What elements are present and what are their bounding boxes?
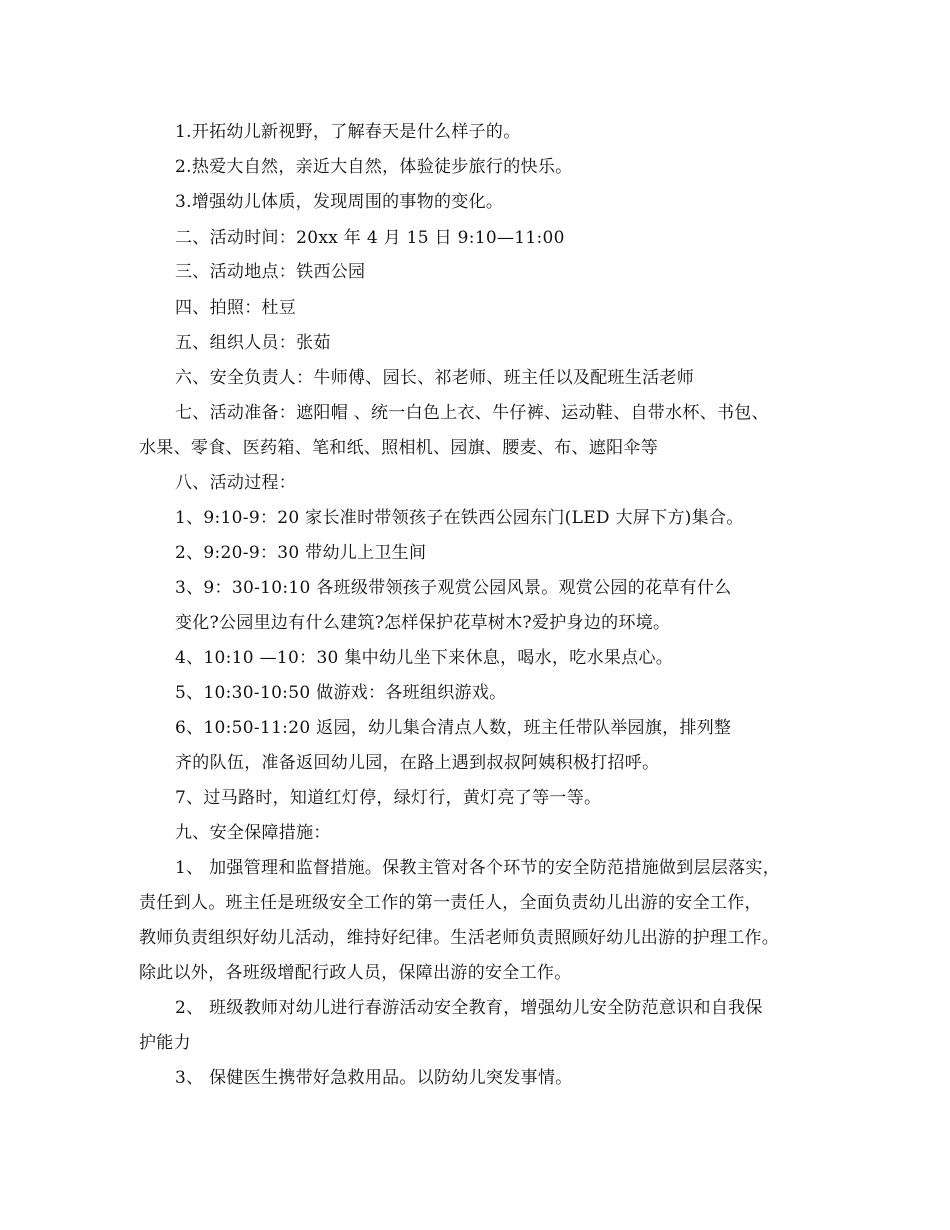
- safety-item-1c: 教师负责组织好幼儿活动，维持好纪律。生活老师负责照顾好幼儿出游的护理工作。: [139, 928, 780, 948]
- objective-line-2: 2.热爱大自然，亲近大自然，体验徒步旅行的快乐。: [175, 157, 573, 177]
- process-step-1: 1、9:10-9：20 家长准时带领孩子在铁西公园东门(LED 大屏下方)集合。: [175, 508, 744, 528]
- objective-line-3: 3.增强幼儿体质，发现周围的事物的变化。: [175, 192, 504, 212]
- activity-location-line: 三、活动地点：铁西公园: [175, 262, 366, 282]
- process-step-3a: 3、9：30-10:10 各班级带领孩子观赏公园风景。观赏公园的花草有什么: [175, 578, 732, 598]
- safety-lead-line: 六、安全负责人：牛师傅、园长、祁老师、班主任以及配班生活老师: [175, 368, 694, 388]
- process-step-6b: 齐的队伍，准备返回幼儿园，在路上遇到叔叔阿姨积极打招呼。: [175, 753, 660, 773]
- organizer-line: 五、组织人员：张茹: [175, 333, 331, 353]
- objective-line-1: 1.开拓幼儿新视野，了解春天是什么样子的。: [175, 122, 521, 142]
- photographer-line: 四、拍照：杜豆: [175, 298, 297, 318]
- process-heading: 八、活动过程：: [175, 473, 297, 493]
- process-step-5: 5、10:30-10:50 做游戏：各班组织游戏。: [175, 683, 507, 703]
- safety-item-1b: 责任到人。班主任是班级安全工作的第一责任人，全面负责幼儿出游的安全工作，: [139, 893, 762, 913]
- safety-item-2a: 2、 班级教师对幼儿进行春游活动安全教育，增强幼儿安全防范意识和自我保: [175, 998, 763, 1018]
- safety-item-2b: 护能力: [139, 1033, 191, 1053]
- safety-heading: 九、安全保障措施：: [175, 823, 331, 843]
- safety-item-1d: 除此以外，各班级增配行政人员，保障出游的安全工作。: [139, 963, 572, 983]
- preparation-line-1: 七、活动准备：遮阳帽 、统一白色上衣、牛仔裤、运动鞋、自带水杯、书包、: [175, 403, 769, 423]
- safety-item-3: 3、 保健医生携带好急救用品。以防幼儿突发事情。: [175, 1068, 573, 1088]
- process-step-7: 7、过马路时，知道红灯停，绿灯行，黄灯亮了等一等。: [175, 788, 602, 808]
- process-step-4: 4、10:10 —10：30 集中幼儿坐下来休息，喝水，吃水果点心。: [175, 648, 674, 668]
- safety-item-1a: 1、 加强管理和监督措施。保教主管对各个环节的安全防范措施做到层层落实，: [175, 858, 781, 878]
- preparation-line-2: 水果、零食、医药箱、笔和纸、照相机、园旗、腰麦、布、遮阳伞等: [139, 438, 658, 458]
- activity-time-line: 二、活动时间：20xx 年 4 月 15 日 9:10—11:00: [175, 228, 565, 248]
- process-step-6a: 6、10:50-11:20 返园，幼儿集合清点人数，班主任带队举园旗，排列整: [175, 718, 732, 738]
- process-step-3b: 变化?公园里边有什么建筑?怎样保护花草树木?爱护身边的环境。: [175, 613, 671, 633]
- process-step-2: 2、9:20-9：30 带幼儿上卫生间: [175, 543, 427, 563]
